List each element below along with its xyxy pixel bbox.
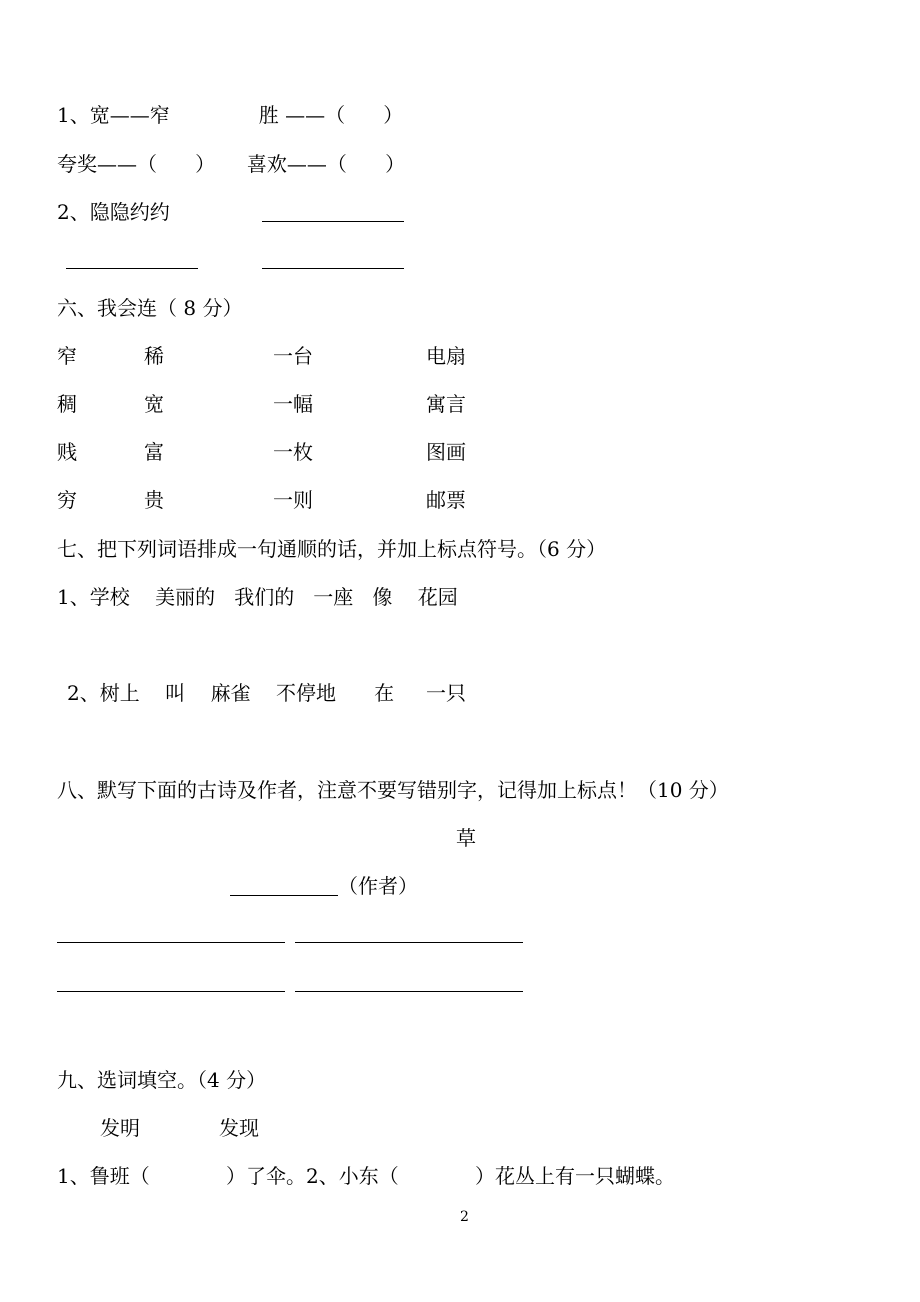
q6-title: 六、我会连（ 8 分） [57, 296, 243, 320]
q6-cell: 贱 [57, 440, 77, 464]
q9-sentence: 1、鲁班（ ）了伞。2、小东（ ）花丛上有一只蝴蝶。 [57, 1164, 676, 1188]
answer-blank-line [262, 221, 404, 222]
q6-cell: 穷 [57, 488, 77, 512]
q6-cell: 一幅 [273, 392, 313, 416]
q8-author-label: （作者） [338, 874, 418, 898]
q6-cell: 贵 [144, 488, 164, 512]
q5-item1-line2: 夸奖——（ ） 喜欢——（ ） [57, 152, 406, 176]
poem-blank-line [57, 991, 285, 992]
q7-item1: 1、学校 美丽的 我们的 一座 像 花园 [57, 585, 458, 609]
q7-item2: 2、树上 叫 麻雀 不停地 在 一只 [67, 681, 466, 705]
q9-choice: 发明 [100, 1116, 140, 1140]
q6-cell: 一枚 [273, 440, 313, 464]
poem-blank-line [57, 942, 285, 943]
q9-choice: 发现 [219, 1116, 259, 1140]
q6-cell: 窄 [57, 344, 77, 368]
q5-item1-line1: 1、宽——窄 胜 ——（ ） [57, 103, 404, 127]
q6-cell: 寓言 [426, 392, 466, 416]
q6-cell: 稀 [144, 344, 164, 368]
q6-cell: 电扇 [426, 344, 466, 368]
q6-cell: 一台 [273, 344, 313, 368]
q6-cell: 稠 [57, 392, 77, 416]
answer-blank-line [66, 268, 198, 269]
answer-blank-line [262, 268, 404, 269]
q6-cell: 宽 [144, 392, 164, 416]
q6-cell: 一则 [273, 488, 313, 512]
q6-cell: 富 [144, 440, 164, 464]
poem-blank-line [295, 991, 523, 992]
q7-title: 七、把下列词语排成一句通顺的话，并加上标点符号。（6 分） [57, 537, 607, 561]
q6-cell: 图画 [426, 440, 466, 464]
q6-cell: 邮票 [426, 488, 466, 512]
page-number: 2 [460, 1209, 469, 1225]
q8-poem-title: 草 [456, 826, 476, 850]
author-blank-line [230, 895, 338, 896]
q9-title: 九、选词填空。（4 分） [57, 1068, 267, 1092]
q5-item2: 2、隐隐约约 [57, 200, 170, 224]
poem-blank-line [295, 942, 523, 943]
q8-title: 八、默写下面的古诗及作者，注意不要写错别字，记得加上标点！（10 分） [57, 778, 729, 802]
